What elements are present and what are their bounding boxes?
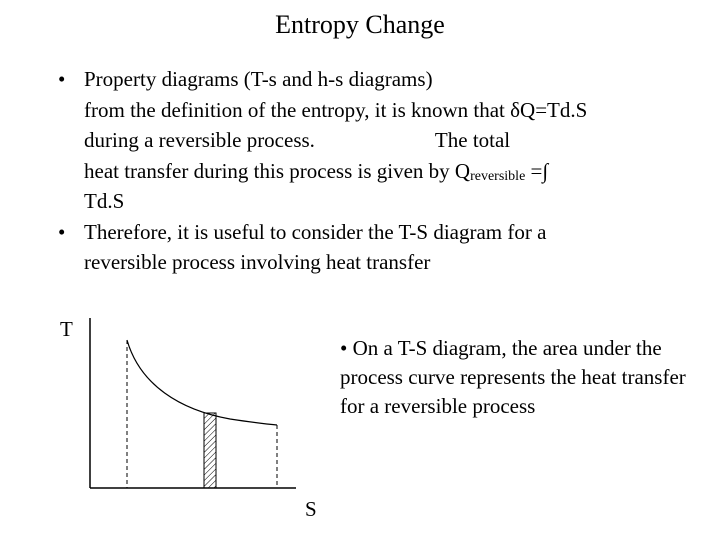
bullet2-line2: reversible process involving heat transfer <box>84 250 431 274</box>
heat-transfer-strip <box>204 413 216 488</box>
slide-title: Entropy Change <box>275 10 445 39</box>
bullet-marker: • <box>58 219 66 244</box>
bullet1-line3a: during a reversible process. <box>84 128 315 152</box>
process-curve <box>127 340 277 425</box>
y-axis-label: T <box>60 317 73 341</box>
bullet1-line4b: =∫ <box>525 158 549 183</box>
bullet1-line3b: The total <box>434 128 511 152</box>
bullet2-line1: Therefore, it is useful to consider the T-S diagram for a <box>84 219 547 244</box>
bullet1-line1: Property diagrams (T-s and h-s diagrams) <box>84 67 433 91</box>
reversible-subscript: reversible <box>470 168 526 184</box>
x-axis-label: S <box>305 497 317 521</box>
diagram-note: • On a T-S diagram, the area under the process curve represents the heat transfer for a reversible process <box>340 336 686 418</box>
bullet1-line2: from the definition of the entropy, it is known that δQ=Td.S <box>84 97 588 122</box>
bullet1-line5: Td.S <box>84 189 125 213</box>
bullet1-line4a: heat transfer during this process is given by Q <box>84 158 471 183</box>
bullet-marker: • <box>58 67 66 91</box>
